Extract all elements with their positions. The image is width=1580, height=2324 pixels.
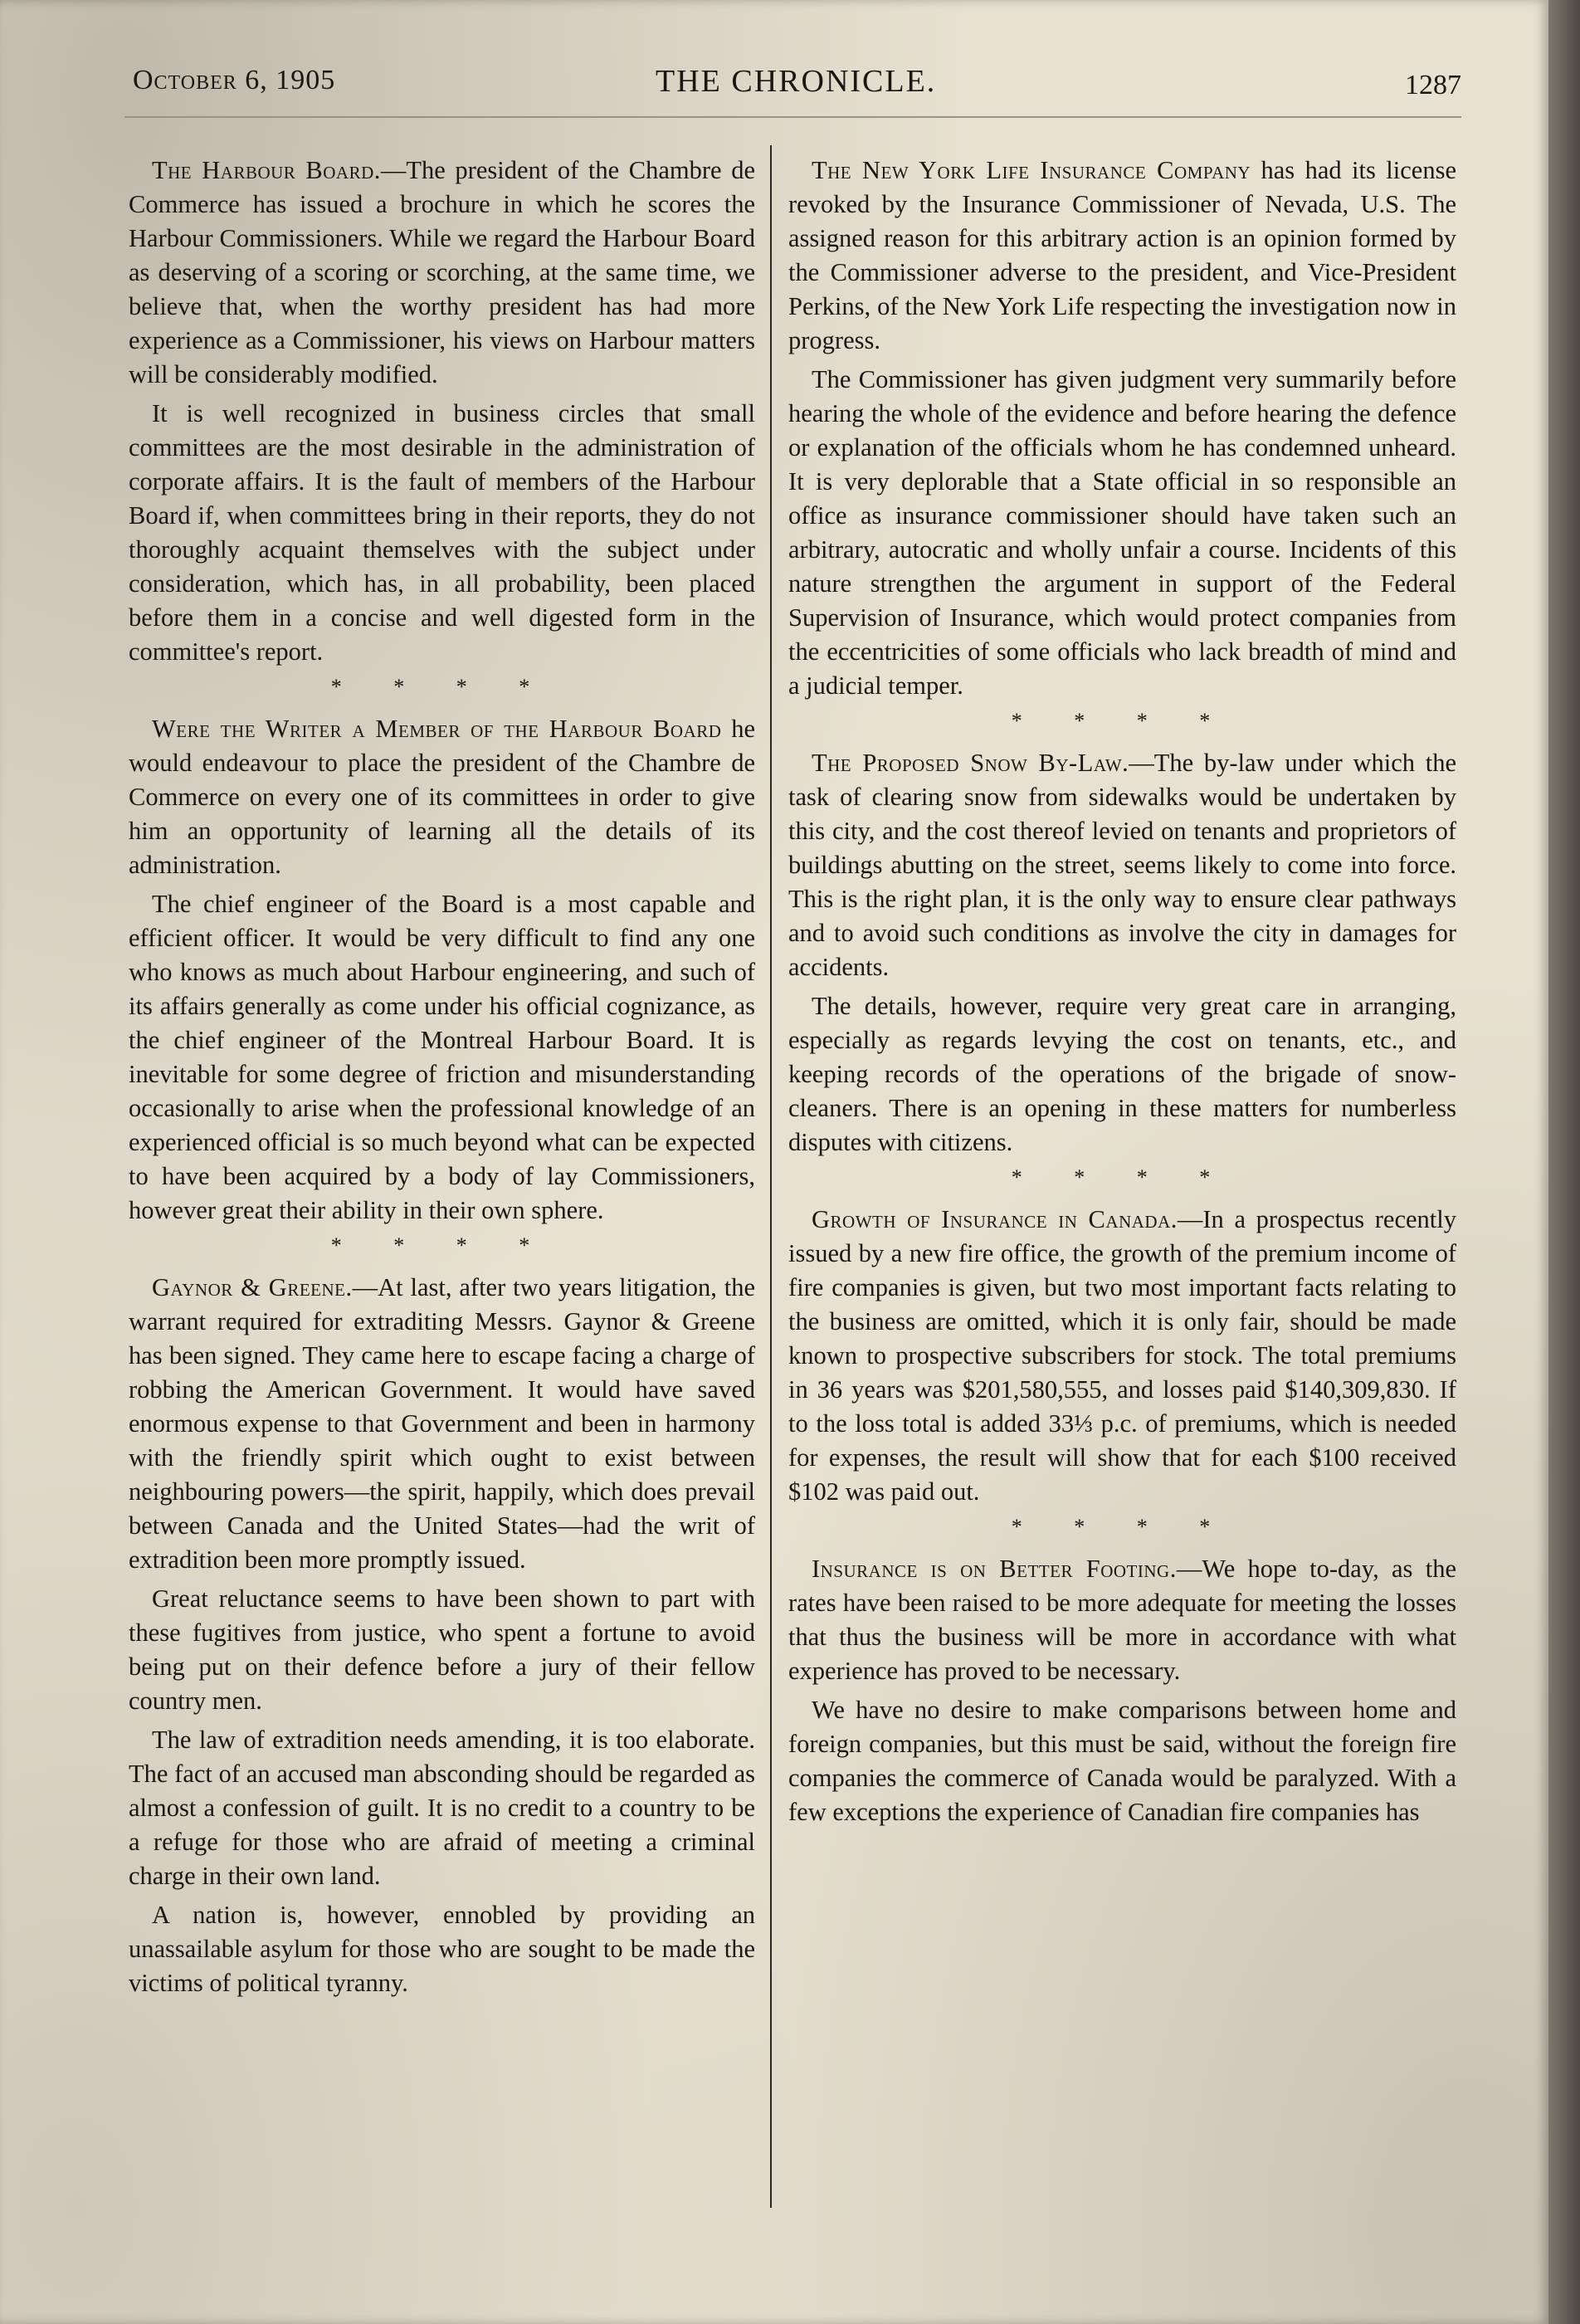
article-text: —The by-law under which the task of clearing snow from sidewalks would be undertaken by this city, and the cost thereof levied on tenants and proprietors of buildings abutting on the street, seems likely to come into force. This is the right plan, it is the only way to ensure clear pathways and to avoid such conditions as involve the city in damages for accidents. (788, 749, 1457, 981)
section-separator: * * * * (1011, 1515, 1234, 1539)
article-text: he would endeavour to place the president of the Chambre de Commerce on every one of its committees in order to give him an opportunity of learning all the details of its administration. (129, 715, 755, 879)
left-column (129, 154, 755, 2005)
article-text: The law of extradition needs amending, it is too elaborate. The fact of an accused man absconding should be regarded as almost a confession of guilt. It is no credit to a country to be a refuge for those who are afraid of meeting a criminal charge in their own land. (129, 1726, 755, 1890)
article-text: A nation is, however, ennobled by providing an unassailable asylum for those who are sought to be made the victims of political tyranny. (129, 1901, 755, 1997)
book-binding-edge (1548, 0, 1580, 2324)
article-paragraph (129, 154, 755, 392)
article-heading: Growth of Insurance in Canada. (812, 1205, 1178, 1233)
article-paragraph (788, 1203, 1456, 1509)
article-text: —At last, after two years litigation, the warrant required for extraditing Messrs. Gaynor & Greene has been signed. They came here to escape facing a charge of robbing the American Government. It would have saved enormous expense to that Government and been in harmony with the friendly spirit which ought to exist between neighbouring powers—the spirit, happily, which does prevail between Canada and the United States—had the writ of extradition been more promptly issued. (129, 1273, 755, 1574)
article-heading: The New York Life Insurance Company (812, 156, 1251, 184)
issue-date: October 6, 1905 (133, 65, 336, 95)
article-paragraph (129, 1582, 755, 1718)
article-text: The chief engineer of the Board is a most capable and efficient officer. It would be very difficult to find any one who knows as much about Harbour engineering, and such of its affairs generally as come under his official cognizance, as the chief engineer of the Montreal Harbour Board. It is inevitable for some degree of friction and misunderstanding occasionally to arise when the professional knowledge of an experienced official is so much beyond what can be expected to have been acquired by a body of lay Commissioners, however great their ability in their own sphere. (129, 890, 755, 1224)
article-heading: The Proposed Snow By-Law. (812, 749, 1129, 777)
right-column (788, 154, 1456, 1834)
article-text: The details, however, require very great care in arranging, especially as regards levying the cost on tenants, etc., and keeping records of the operations of the brigade of snow-cleaners. There is an opening in these matters for numberless disputes with citizens. (788, 992, 1456, 1156)
article-text: The Commissioner has given judgment very summarily before hearing the whole of the evidence and before hearing the defence or explanation of the officials whom he has condemned unheard. It is very deplorable that a State official in so responsible an office as insurance commissioner should have taken such an arbitrary, autocratic and wholly unfair a course. Incidents of this nature strengthen the argument in support of the Federal Supervision of Insurance, which would protect companies from the eccentricities of some officials who lack breadth of mind and a judicial temper. (788, 365, 1456, 700)
article-paragraph (129, 1271, 755, 1577)
article-text: —The president of the Chambre de Commerce has issued a brochure in which he scores the Harbour Commissioners. While we regard the Harbour Board as deserving of a scoring or scorching, at the same time, we believe that, when the worthy president has had more experience as a Commissioner, his views on Harbour matters will be considerably modified. (129, 156, 755, 388)
page-number: 1287 (1405, 70, 1461, 100)
article-heading: Insurance is on Better Footing. (812, 1555, 1177, 1583)
section-separator: * * * * (330, 1233, 553, 1257)
article-text: —We hope to-day, as the rates have been raised to be more adequate for meeting the losses that thus the business will be more in accordance with what experience has proved to be necessary. (788, 1555, 1457, 1685)
article-paragraph (788, 1693, 1456, 1829)
section-separator: * * * * (1011, 709, 1234, 733)
article-heading: Gaynor & Greene. (152, 1273, 353, 1301)
column-divider (770, 145, 772, 2208)
article-paragraph (788, 1552, 1456, 1688)
article-paragraph (129, 397, 755, 669)
article-heading: Were the Writer a Member of the Harbour Board (152, 715, 722, 743)
article-paragraph (788, 989, 1456, 1160)
article-text: We have no desire to make comparisons between home and foreign companies, but this must be said, without the foreign fire companies the commerce of Canada would be paralyzed. With a few exceptions the experience of Canadian fire companies has (788, 1696, 1456, 1826)
article-paragraph (788, 154, 1456, 358)
article-text: has had its license revoked by the Insurance Commissioner of Nevada, U.S. The assigned reason for this arbitrary action is an opinion formed by the Commissioner adverse to the president, and Vice-President Perkins, of the New York Life respecting the investigation now in progress. (788, 156, 1456, 354)
article-paragraph (788, 363, 1456, 703)
article-paragraph (129, 887, 755, 1228)
publication-title: THE CHRONICLE. (656, 64, 937, 99)
section-separator: * * * * (330, 675, 553, 699)
article-text: Great reluctance seems to have been shown to part with these fugitives from justice, who spent a fortune to avoid being put on their defence before a jury of their fellow country men. (129, 1584, 755, 1715)
page-header (124, 58, 1461, 118)
article-text: —In a prospectus recently issued by a new fire office, the growth of the premium income of fire companies is given, but two most important facts relating to the business are omitted, which it is only fair, should be made known to prospective subscribers for stock. The total premiums in 36 years was $201,580,555, and losses paid $140,309,830. If to the loss total is added 33⅓ p.c. of premiums, which is needed for expenses, the result will show that for each $100 received $102 was paid out. (788, 1205, 1456, 1506)
article-paragraph (129, 1898, 755, 2000)
article-heading: The Harbour Board. (152, 156, 381, 184)
section-separator: * * * * (1011, 1165, 1234, 1189)
article-text: It is well recognized in business circles that small committees are the most desirable in the administration of corporate affairs. It is the fault of members of the Harbour Board if, when committees bring in their reports, they do not thoroughly acquaint themselves with the subject under consideration, which has, in all probability, been placed before them in a concise and well digested form in the committee's report. (129, 399, 755, 666)
article-paragraph (129, 712, 755, 882)
article-paragraph (788, 746, 1456, 984)
article-paragraph (129, 1723, 755, 1893)
